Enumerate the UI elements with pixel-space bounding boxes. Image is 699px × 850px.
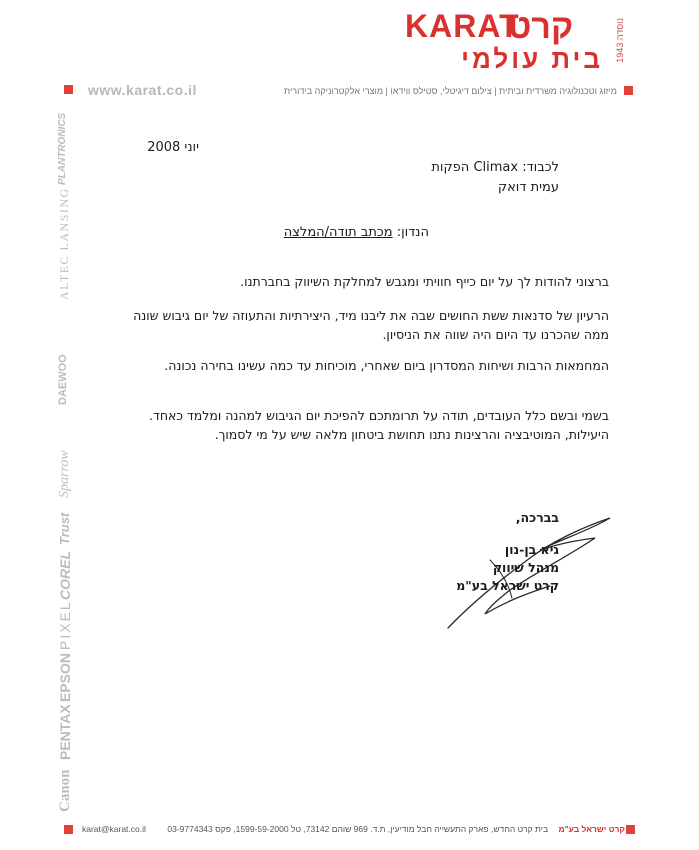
brand-sparrow: Sparrow	[57, 450, 72, 498]
brand-canon: Canon	[57, 769, 73, 812]
logo-hebrew: קרט	[508, 8, 574, 46]
brand-altec-lansing: ALTEC LANSING	[57, 187, 71, 300]
tagline: מיזוג וטכנולוגיה משרדית וביתית | צילום דיגיטלי, סטילס ווידאו | מוצרי אלקטרוניקה בידורית	[283, 86, 617, 96]
letter-paragraph-2: הרעיון של סדנאות ששת החושים שבה את ליבנו מיד, היצירתיות והתעוזה של יום גיבוש שונה ממה שהכרנו עד היום היה שווה את הניסיון.	[133, 308, 609, 342]
letter-date: יוני 2008	[147, 140, 199, 155]
letter-paragraph-1: ברצוני להודות לך על יום כייף חוויתי ומגבש למחלקת השיווק בחברתנו.	[240, 274, 609, 289]
red-square-icon	[624, 86, 633, 95]
handwritten-signature	[430, 510, 620, 640]
founded-year: נוסדה 1943	[615, 18, 625, 63]
signer-company: קרט ישראל בע"מ	[456, 578, 559, 593]
red-square-icon	[64, 85, 73, 94]
signer-name: גיא בן-נון	[504, 542, 559, 557]
footer-company: קרט ישראל בע"מ	[558, 824, 625, 834]
brand-epson: EPSON	[57, 652, 73, 702]
letter-paragraph-4: בשמי ובשם כלל העובדים, תודה על תרומתכם להפיכת יום הגיבוש למהנה ומלמד כאחד. היעילות, המוטיבציה והרצינות נתנו תחושת ביטחון מלאה שיש על מי לסמוך.	[149, 408, 609, 442]
brand-pentax: PENTAX	[57, 704, 73, 760]
brand-plantronics: PLANTRONICS	[57, 112, 68, 185]
red-square-icon	[64, 825, 73, 834]
footer-address-text: בית קרט החדש, פארק התעשייה חבל מודיעין, ת.ד. 969 שוהם 73142, טל 1599-59-2000, פקס 03-9774343	[167, 824, 549, 834]
subject-line	[284, 225, 429, 240]
logo-latin: KARAT	[405, 8, 520, 44]
recipient-line-2: עמית דואק	[497, 180, 559, 195]
brand-trust: Trust	[57, 512, 72, 545]
signer-title: מנהל שיווק	[492, 560, 559, 575]
closing: בברכה,	[515, 510, 559, 525]
website-link[interactable]: www.karat.co.il	[88, 82, 197, 98]
subject-text: מכתב תודה/המלצה	[283, 225, 393, 240]
subject-label: הנדון:	[396, 225, 429, 240]
brand-corel: COREL	[57, 551, 73, 600]
recipient-line-1: לכבוד: Climax הפקות	[431, 160, 559, 175]
brand-pixel: PIXEL	[57, 600, 73, 650]
logo-subtitle: בית עולמי	[461, 44, 603, 74]
brand-daewoo: DAEWOO	[57, 354, 69, 405]
red-square-icon	[626, 825, 635, 834]
letter-paragraph-3: המחמאות הרבות ושיחות המסדרון ביום שאחרי, מוכיחות עד כמה עשינו בחירה נכונה.	[164, 358, 609, 373]
footer-address	[167, 824, 625, 834]
footer-email[interactable]: karat@karat.co.il	[82, 824, 146, 834]
